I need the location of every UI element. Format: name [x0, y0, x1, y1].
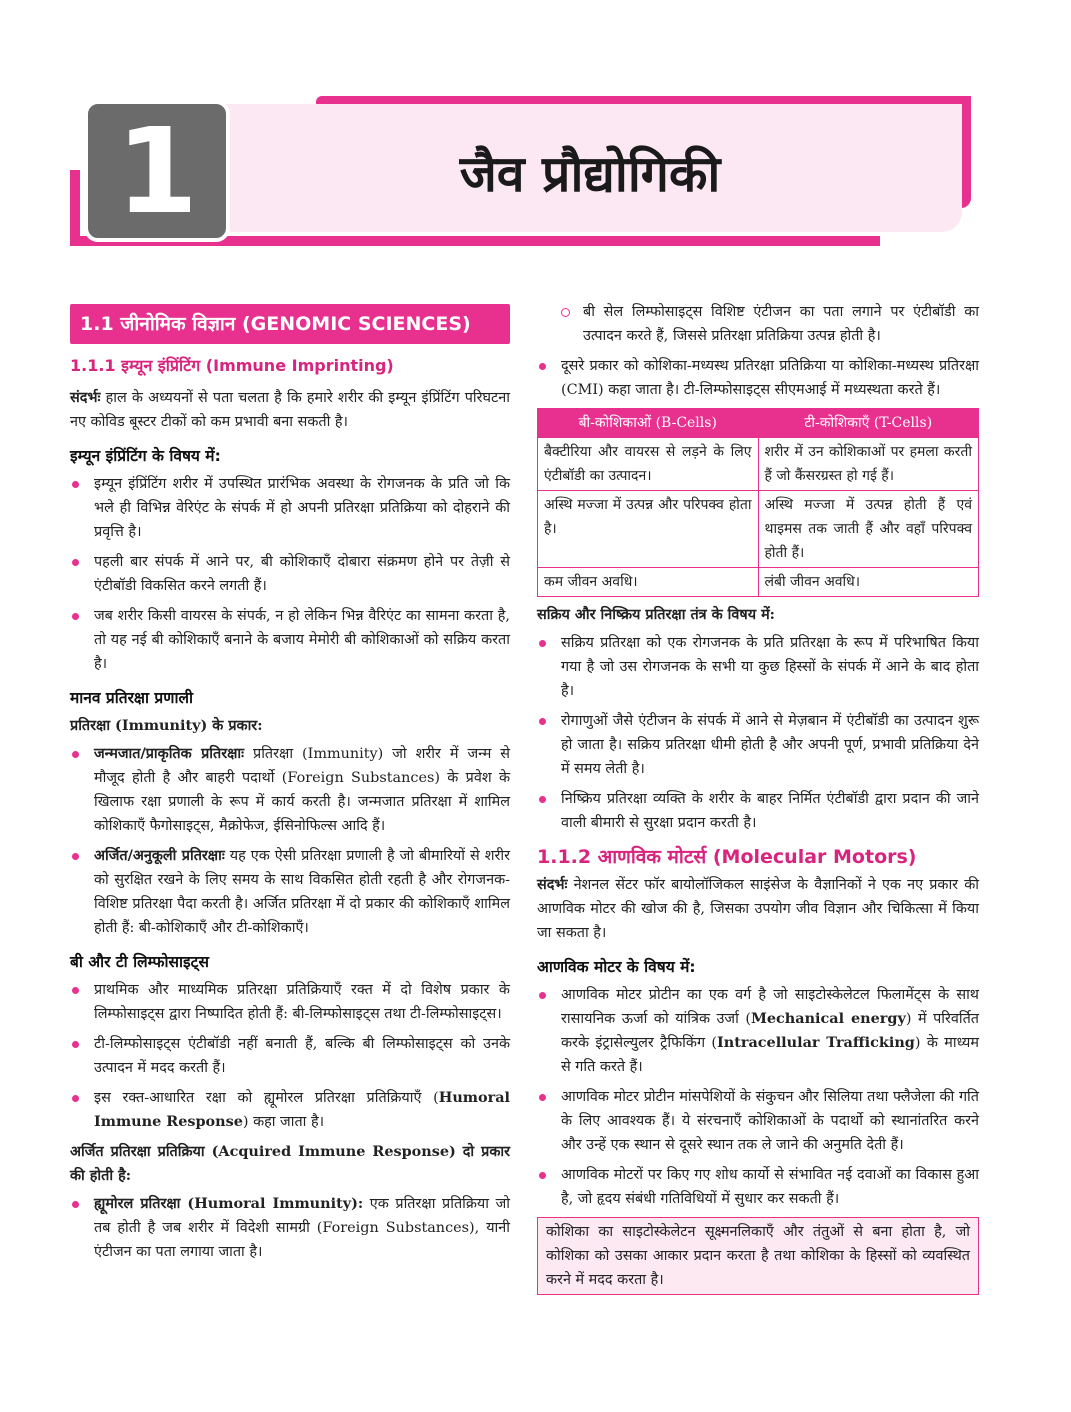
about-heading: इम्यून इंप्रिंटिंग के विषय में:: [70, 447, 221, 465]
active-passive-heading: [537, 603, 979, 627]
list-item-text: ) के माध्यम से गति करते हैं।: [561, 1035, 980, 1075]
cell-list: [537, 300, 979, 402]
list-item: [537, 300, 979, 348]
list-item-text: आणविक मोटर प्रोटीन का एक वर्ग है जो साइटोस्केलेटल फिलामेंट्स के साथ रासायनिक ऊर्जा को यांत्रिक उर्जा (: [561, 987, 979, 1027]
header-left-bar: [70, 170, 80, 246]
heading-part: Acquired Immune Response: [218, 1143, 449, 1160]
list-item: [537, 1085, 979, 1157]
list-item-bold: Intracellular Trafficking: [717, 1034, 915, 1051]
motor-list: [537, 983, 979, 1211]
bullet-icon: [72, 853, 79, 860]
list-item: [70, 472, 510, 544]
heading-part: ) दो प्रकार की होती है:: [70, 1143, 510, 1184]
list-item-text: निष्क्रिय प्रतिरक्षा व्यक्ति के शरीर के बाहर निर्मित एंटीबॉडी द्वारा प्रदान की जाने वाली बीमारी से सुरक्षा प्रदान करती है।: [561, 791, 979, 831]
list-item-text: प्राथमिक और माध्यमिक प्रतिरक्षा प्रतिक्रियाएँ रक्त में दो विशेष प्रकार के लिम्फोसाइट्स द्वारा निष्पादित होती हैं: बी-लिम्फोसाइट्स तथा टी-लिम्फोसाइट्स।: [94, 982, 510, 1022]
motor-heading: आणविक मोटर के विषय में:: [537, 958, 696, 976]
bullet-icon: [72, 1201, 79, 1208]
table-header-row: [538, 409, 979, 438]
table-header-t-cells: टी-कोशिकाएँ (T-Cells): [758, 409, 979, 438]
bullet-icon: [539, 992, 546, 999]
list-item: [537, 1163, 979, 1211]
list-item: [537, 631, 979, 703]
section-title: 1.1 जीनोमिक विज्ञान (GENOMIC SCIENCES): [70, 304, 510, 344]
list-item-text: टी-लिम्फोसाइट्स एंटीबॉडी नहीं बनाती हैं, बल्कि बी लिम्फोसाइट्स को उनके उत्पादन में मदद करती हैं।: [94, 1036, 510, 1076]
list-item-text: इस रक्त-आधारित रक्षा को ह्यूमोरल प्रतिरक्षा प्रतिक्रियाएँ (: [94, 1090, 439, 1106]
list-item-bold: Humoral Immune Response: [94, 1089, 510, 1130]
context-label: संदर्भः: [70, 389, 101, 406]
list-item-text: ) में परिवर्तित करके इंट्रासेल्युलर ट्रैफिकिंग (: [561, 1011, 979, 1051]
table-row: [538, 491, 979, 568]
list-item: [70, 844, 510, 940]
humoral-list: [70, 1192, 510, 1264]
context-paragraph: [70, 386, 510, 434]
list-item-text: जब शरीर किसी वायरस के संपर्क, न हो लेकिन भिन्न वैरिएंट का सामना करता है, तो यह नई बी कोशिकाएँ बनाने के बजाय मेमोरी बी कोशिकाओं को सक्रिय करता है।: [94, 608, 510, 672]
immune-system-heading: मानव प्रतिरक्षा प्रणाली: [70, 689, 193, 707]
acquired-label: अर्जित/अनुकूली प्रतिरक्षाः: [94, 847, 225, 864]
bullet-icon: [72, 481, 79, 488]
list-item: [537, 354, 979, 402]
list-item-text: बी सेल लिम्फोसाइट्स विशिष्ट एंटीजन का पता लगाने पर एंटीबॉडी का उत्पादन करते हैं, जिससे प्रतिरक्षा प्रतिक्रिया उत्पन्न होती है।: [583, 304, 979, 344]
bullet-icon: [72, 751, 79, 758]
list-item-text: इम्यून इंप्रिंटिंग शरीर में उपस्थित प्रारंभिक अवस्था के रोगजनक के प्रति जो कि भले ही विभिन्न वेरिएंट के संपर्क में हो अपनी प्रतिरक्षा प्रतिक्रिया को दोहराने की प्रवृत्ति है।: [94, 476, 510, 540]
right-column: [537, 300, 979, 1295]
molecular-motors-title: 1.1.2 आणविक मोटर्स (Molecular Motors): [537, 846, 917, 868]
immunity-list: [70, 742, 510, 940]
bullet-icon: [539, 640, 546, 647]
heading-part: अर्जित प्रतिरक्षा प्रतिक्रिया (: [70, 1143, 219, 1160]
table-cell: बैक्टीरिया और वायरस से लड़ने के लिए एंटीबॉडी का उत्पादन।: [538, 438, 759, 491]
list-item-bold: Mechanical energy: [750, 1010, 906, 1027]
immunity-types: [70, 714, 510, 738]
immunity-types-label: प्रतिरक्षा (Immunity) के प्रकार:: [70, 717, 263, 734]
chapter-title: जैव प्रौद्योगिकी: [459, 145, 721, 203]
list-item: [70, 742, 510, 838]
context-label: संदर्भः: [537, 876, 568, 893]
table-cell: अस्थि मज्जा में उत्पन्न और परिपक्व होता है।: [538, 491, 759, 568]
context-text: नेशनल सेंटर फॉर बायोलॉजिकल साइंसेज के वैज्ञानिकों ने एक नए प्रकार की आणविक मोटर की खोज की है, जिसका उपयोग जीव विज्ञान और चिकित्सा में किया जा सकता है।: [537, 877, 979, 941]
context-paragraph: [537, 873, 979, 945]
chapter-number: 1: [84, 100, 230, 242]
note-box: कोशिका का साइटोस्केलेटन सूक्ष्मनलिकाएँ और तंतुओं से बना होता है, जो कोशिका को उसका आकार प्रदान करता है तथा कोशिका के हिस्सों को व्यवस्थित करने में मदद करता है।: [537, 1217, 979, 1295]
list-item: [70, 550, 510, 598]
innate-label: जन्मजात/प्राकृतिक प्रतिरक्षाः: [94, 745, 245, 762]
context-text: हाल के अध्ययनों से पता चलता है कि हमारे शरीर की इम्यून इंप्रिंटिंग परिघटना नए कोविड बूस्टर टीकों को कम प्रभावी बना सकती है।: [70, 390, 511, 430]
table-row: [538, 438, 979, 491]
humoral-text: एक प्रतिरक्षा प्रतिक्रिया जो तब होती है जब शरीर में विदेशी सामग्री (Foreign Substances), यानी एंटीजन का पता लगाया जाता है।: [94, 1196, 510, 1260]
list-item: [70, 1032, 510, 1080]
list-item: [70, 1086, 510, 1134]
active-passive-list: [537, 631, 979, 835]
bullet-icon: [72, 613, 79, 620]
bullet-icon: [539, 718, 546, 725]
acquired-text: यह एक ऐसी प्रतिरक्षा प्रणाली है जो बीमारियों से शरीर को सुरक्षित रखने के लिए समय के साथ विकसित होती रहती है और रोगजनक-विशिष्ट प्रतिरक्षा पैदा करती है। अर्जित प्रतिरक्षा में दो प्रकार की कोशिकाएँ शामिल होती हैं: बी-कोशिकाएँ और टी-कोशिकाएँ।: [94, 848, 510, 936]
bt-lymphocytes-heading: बी और टी लिम्फोसाइट्स: [70, 953, 209, 971]
bullet-icon: [539, 363, 546, 370]
bullet-icon: [539, 1094, 546, 1101]
subsection-title: 1.1.1 इम्यून इंप्रिंटिंग (Immune Imprinting): [70, 356, 394, 375]
table-cell: अस्थि मज्जा में उत्पन्न होती हैं एवं थाइमस तक जाती हैं और वहाँ परिपक्व होती हैं।: [758, 491, 979, 568]
list-item: [537, 709, 979, 781]
list-item-text: आणविक मोटरों पर किए गए शोध कार्यो से संभावित नई दवाओं का विकास हुआ है, जो हृदय संबंधी गतिविधियों में सुधार कर सकती हैं।: [561, 1167, 979, 1207]
list-item: [70, 604, 510, 676]
list-item: [70, 978, 510, 1026]
list-item: [537, 787, 979, 835]
list-item-text: पहली बार संपर्क में आने पर, बी कोशिकाएँ दोबारा संक्रमण होने पर तेज़ी से एंटीबॉडी विकसित करने लगती हैं।: [94, 554, 510, 594]
innate-text: प्रतिरक्षा (Immunity) जो शरीर में जन्म से मौजूद होती है और बाहरी पदार्थो (Foreign Substances) के प्रवेश के खिलाफ रक्षा प्रणाली के रूप में कार्य करती है। जन्मजात प्रतिरक्षा में शामिल कोशिकाएँ फैगोसाइट्स, मैक्रोफेज, ईसिनोफिल्स आदि हैं।: [94, 746, 511, 834]
acquired-response-heading: [70, 1140, 510, 1188]
left-column: [70, 300, 510, 1270]
list-item-text: रोगाणुओं जैसे एंटीजन के संपर्क में आने से मेज़बान में एंटीबॉडी का उत्पादन शुरू हो जाता है। सक्रिय प्रतिरक्षा धीमी होती है और अपनी पूर्ण, प्रभावी प्रतिक्रिया देने में समय लेती है।: [561, 713, 979, 777]
bullet-icon: [72, 1041, 79, 1048]
about-list: [70, 472, 510, 676]
humoral-label: ह्यूमोरल प्रतिरक्षा (Humoral Immunity):: [94, 1195, 364, 1212]
table-header-b-cells: बी-कोशिकाओं (B-Cells): [538, 409, 759, 438]
list-item-text: ) कहा जाता है।: [242, 1114, 325, 1130]
active-passive-label: सक्रिय और निष्क्रिय प्रतिरक्षा तंत्र के विषय में:: [537, 606, 775, 623]
table-row: [538, 568, 979, 597]
bt-cells-table: [537, 408, 979, 597]
bullet-icon: [72, 987, 79, 994]
table-cell: कम जीवन अवधि।: [538, 568, 759, 597]
list-item-text: सक्रिय प्रतिरक्षा को एक रोगजनक के प्रति प्रतिरक्षा के रूप में परिभाषित किया गया है जो उस रोगजनक के सभी या कुछ हिस्सों के संपर्क में आने के बाद होता है।: [561, 635, 979, 699]
bullet-icon: [72, 1095, 79, 1102]
list-item-text: आणविक मोटर प्रोटीन मांसपेशियों के संकुचन और सिलिया तथा फ्लैजेला की गति के लिए आवश्यक हैं। ये संरचनाएँ कोशिकाओं के पदार्थो को स्थानांतरित करने और उन्हें एक स्थान से दूसरे स्थान तक ले जाने की अनुमति देती हैं।: [561, 1089, 979, 1153]
table-cell: लंबी जीवन अवधि।: [758, 568, 979, 597]
bullet-icon: [539, 1172, 546, 1179]
bullet-icon: [72, 559, 79, 566]
sub-bullet-icon: [561, 308, 570, 317]
list-item: [70, 1192, 510, 1264]
bullet-icon: [539, 796, 546, 803]
bt-list: [70, 978, 510, 1134]
table-cell: शरीर में उन कोशिकाओं पर हमला करती हैं जो कैंसरग्रस्त हो गई हैं।: [758, 438, 979, 491]
list-item: [537, 983, 979, 1079]
list-item-text: दूसरे प्रकार को कोशिका-मध्यस्थ प्रतिरक्षा प्रतिक्रिया या कोशिका-मध्यस्थ प्रतिरक्षा (CMI) कहा जाता है। टी-लिम्फोसाइट्स सीएमआई में मध्यस्थता करते हैं।: [561, 358, 979, 398]
